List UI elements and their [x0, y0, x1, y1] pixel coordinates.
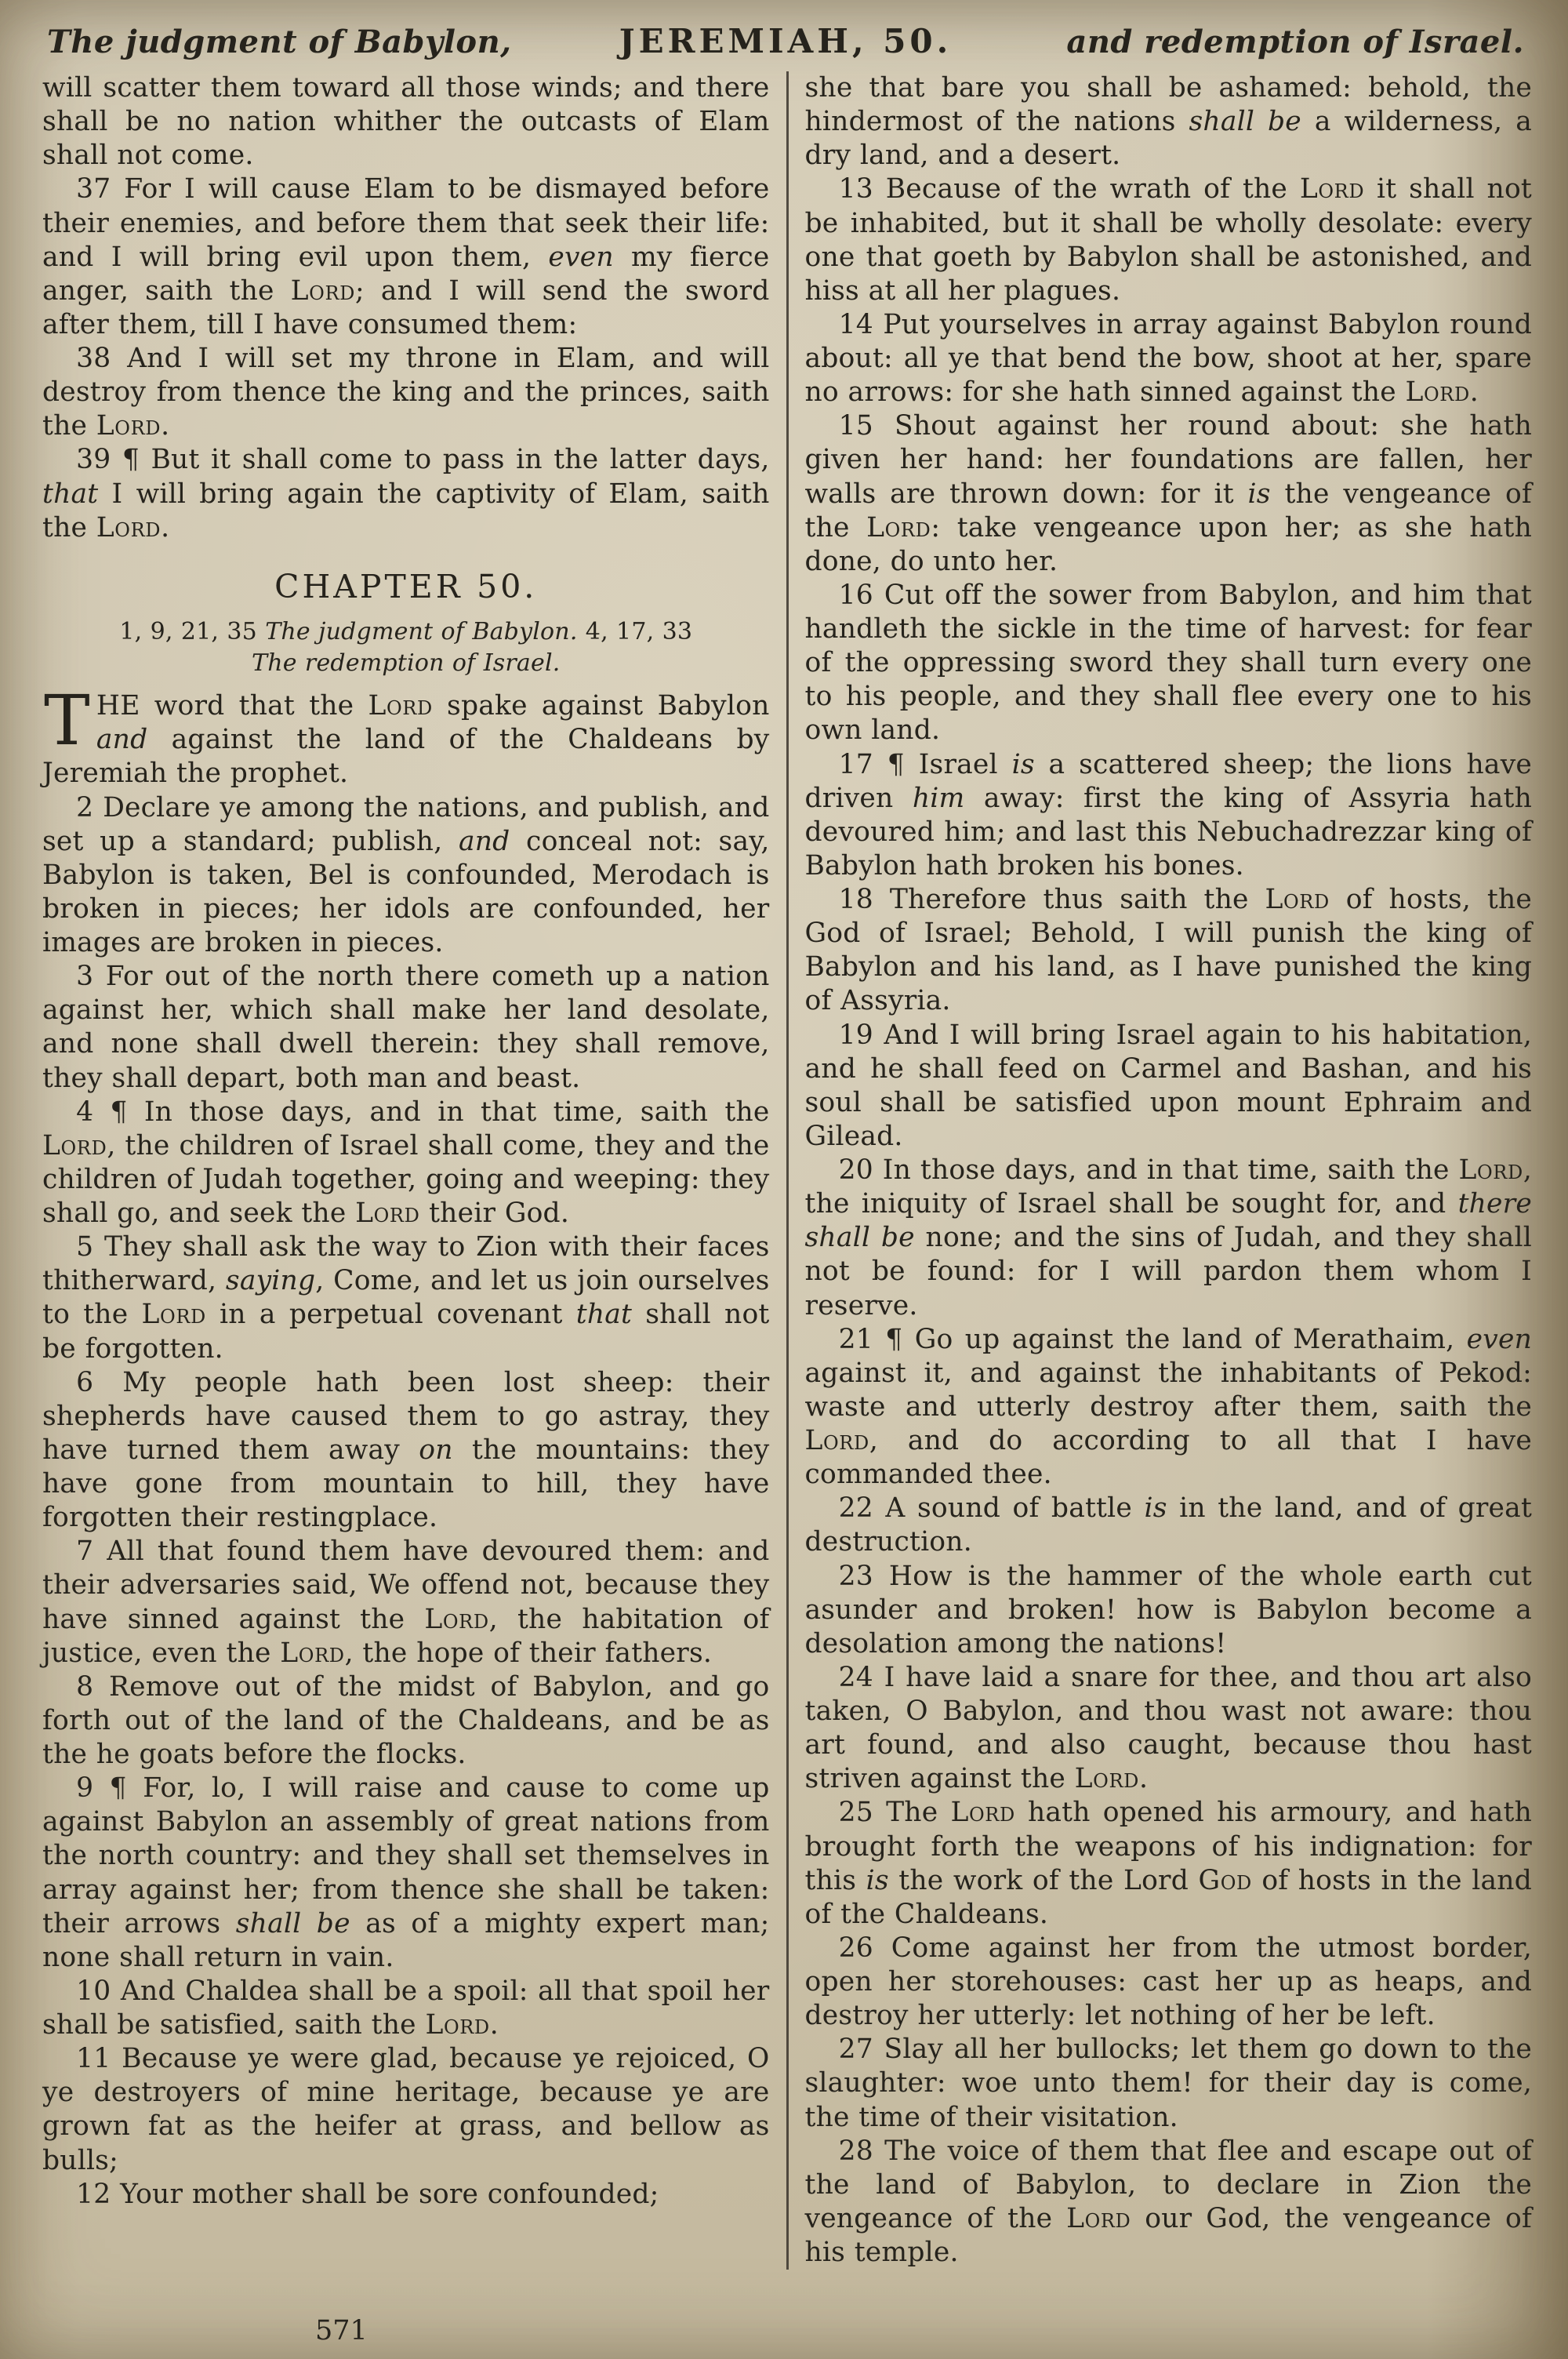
verse-paragraph: 10 And Chaldea shall be a spoil: all that spoil her shall be satisfied, saith the Lord. [42, 1975, 770, 2041]
drop-cap-verse: THE word that the Lord spake against Babylon and against the land of the Chaldeans by Jeremiah the prophet. [42, 680, 770, 790]
header-book-chapter-title: JEREMIAH, 50. [619, 22, 953, 60]
verse-paragraph: 15 Shout against her round about: she hath given her hand: her foundations are fallen, her walls are thrown down: for it is the vengeance of the Lord: take vengeance upon her; as she hath done, do unto her. [804, 410, 1533, 577]
verse-paragraph: 16 Cut off the sower from Babylon, and him that handleth the sickle in the time of harvest: for fear of the oppressing sword they shall turn every one to his people, and they shall flee every one to his own land. [804, 579, 1532, 747]
verse-paragraph: 12 Your mother shall be sore confounded; [76, 2178, 659, 2210]
header-left-title: The judgment of Babylon, [47, 24, 512, 60]
verse-paragraph: 2 Declare ye among the nations, and publish, and set up a standard; publish, and conceal not: say, Babylon is taken, Bel is confounded, Merodach is broken in pieces; her idols are confounded, her images are broken in pieces. [42, 791, 770, 959]
verse-paragraph: 22 A sound of battle is in the land, and of great destruction. [804, 1492, 1533, 1558]
verse-paragraph: 28 The voice of them that flee and escape out of the land of Babylon, to declare in Zion the vengeance of the Lord our God, the vengeance of his temple. [804, 2135, 1532, 2268]
verse-paragraph: 13 Because of the wrath of the Lord it shall not be inhabited, but it shall be wholly desolate: every one that goeth by Babylon shall be astonished, and hiss at all her plagues. [804, 173, 1532, 307]
verse-paragraph: 9 ¶ For, lo, I will raise and cause to come up against Babylon an assembly of great nations from the north country: and they shall set themselves in array against her; from thence she shall be taken: their arrows shall be as of a mighty expert man; none shall return in vain. [42, 1772, 770, 1973]
verse-paragraph: 6 My people hath been lost sheep: their shepherds have caused them to go astray, they have turned them away on the mountains: they have gone from mountain to hill, they have forgotten their restingplace. [42, 1366, 770, 1534]
verse-paragraph: 7 All that found them have devoured them: and their adversaries said, We offend not, because they have sinned against the Lord, the habitation of justice, even the Lord, the hope of their fathers. [42, 1536, 770, 1669]
verse-paragraph: 24 I have laid a snare for thee, and thou art also taken, O Babylon, and thou wast not aware: thou art found, and also caught, because thou hast striven against the Lord. [804, 1661, 1532, 1795]
verse-paragraph: 39 ¶ But it shall come to pass in the latter days, that I will bring again the captivity of Elam, saith the Lord. [42, 444, 770, 543]
chapter-heading: CHAPTER 50. [274, 567, 538, 605]
verse-paragraph: 19 And I will bring Israel again to his habitation, and he shall feed on Carmel and Bashan, and his soul shall be satisfied upon mount Ephraim and Gilead. [804, 1019, 1532, 1152]
chapter-summary: 1, 9, 21, 35 The judgment of Babylon. 4, 17, 33 The redemption of Israel. [119, 618, 693, 677]
verse-paragraph: 5 They shall ask the way to Zion with their faces thitherward, saying, Come, and let us join ourselves to the Lord in a perpetual covenant that shall not be forgotten. [42, 1231, 770, 1365]
verse-paragraph: 27 Slay all her bullocks; let them go down to the slaughter: woe unto them! for their day is come, the time of their visitation. [804, 2034, 1532, 2133]
verse-paragraph: 18 Therefore thus saith the Lord of hosts, the God of Israel; Behold, I will punish the king of Babylon and his land, as I have punished the king of Assyria. [804, 884, 1532, 1017]
page-number: 571 [315, 2315, 368, 2346]
verse-paragraph: 38 And I will set my throne in Elam, and will destroy from thence the king and the princes, saith the Lord. [42, 343, 770, 442]
continuation-paragraph: she that bare you shall be ashamed: behold, the hindermost of the nations shall be a wilderness, a dry land, and a desert. [804, 72, 1532, 172]
left-column [42, 71, 770, 2270]
verse-paragraph: 25 The Lord hath opened his armoury, and hath brought forth the weapons of his indignation: for this is the work of the Lord God of hosts in the land of the Chaldeans. [804, 1797, 1533, 1930]
verse-paragraph: 37 For I will cause Elam to be dismayed before their enemies, and before them that seek their life: and I will bring evil upon them, even my fierce anger, saith the Lord; and I will send the sword after them, till I have consumed them: [42, 173, 770, 340]
column-divider-rule [786, 71, 789, 2270]
verse-paragraph: 23 How is the hammer of the whole earth cut asunder and broken! how is Babylon become a desolation among the nations! [804, 1560, 1532, 1659]
verse-paragraph: 8 Remove out of the midst of Babylon, and go forth out of the land of the Chaldeans, and be as the he goats before the flocks. [42, 1670, 770, 1771]
verse-paragraph: 21 ¶ Go up against the land of Merathaim, even against it, and against the inhabitants of Pekod: waste and utterly destroy after them, saith the Lord, and do according to all that I have commanded thee. [804, 1323, 1532, 1491]
two-column-text-block [42, 71, 1532, 2270]
verse-paragraph: 4 ¶ In those days, and in that time, saith the Lord, the children of Israel shall come, they and the children of Judah together, going and weeping: they shall go, and seek the Lord their God. [42, 1096, 770, 1230]
drop-cap-letter: T [44, 680, 90, 761]
header-right-title: and redemption of Israel. [1066, 24, 1524, 60]
verse-paragraph: 11 Because ye were glad, because ye rejoiced, O ye destroyers of mine heritage, because ye are grown fat as the heifer at grass, and bellow as bulls; [42, 2043, 770, 2176]
verse-paragraph: 17 ¶ Israel is a scattered sheep; the lions have driven him away: first the king of Assyria hath devoured him; and last this Nebuchadrezzar king of Babylon hath broken his bones. [804, 748, 1532, 881]
verse-paragraph: 20 In those days, and in that time, saith the Lord, the iniquity of Israel shall be sought for, and there shall be none; and the sins of Judah, and they shall not be found: for I will pardon them whom I reserve. [804, 1154, 1533, 1321]
verse-paragraph: 14 Put yourselves in array against Babylon round about: all ye that bend the bow, shoot at her, spare no arrows: for she hath sinned against the Lord. [804, 308, 1532, 409]
continuation-paragraph: will scatter them toward all those winds; and there shall be no nation whither the outcasts of Elam shall not come. [42, 72, 770, 172]
verse-paragraph: 26 Come against her from the utmost border, open her storehouses: cast her up as heaps, and destroy her utterly: let nothing of her be left. [804, 1932, 1532, 2032]
running-header [42, 17, 1532, 70]
right-column [805, 71, 1533, 2270]
verse-paragraph: 3 For out of the north there cometh up a nation against her, which shall make her land desolate, and none shall dwell therein: they shall remove, they shall depart, both man and beast. [42, 961, 770, 1094]
